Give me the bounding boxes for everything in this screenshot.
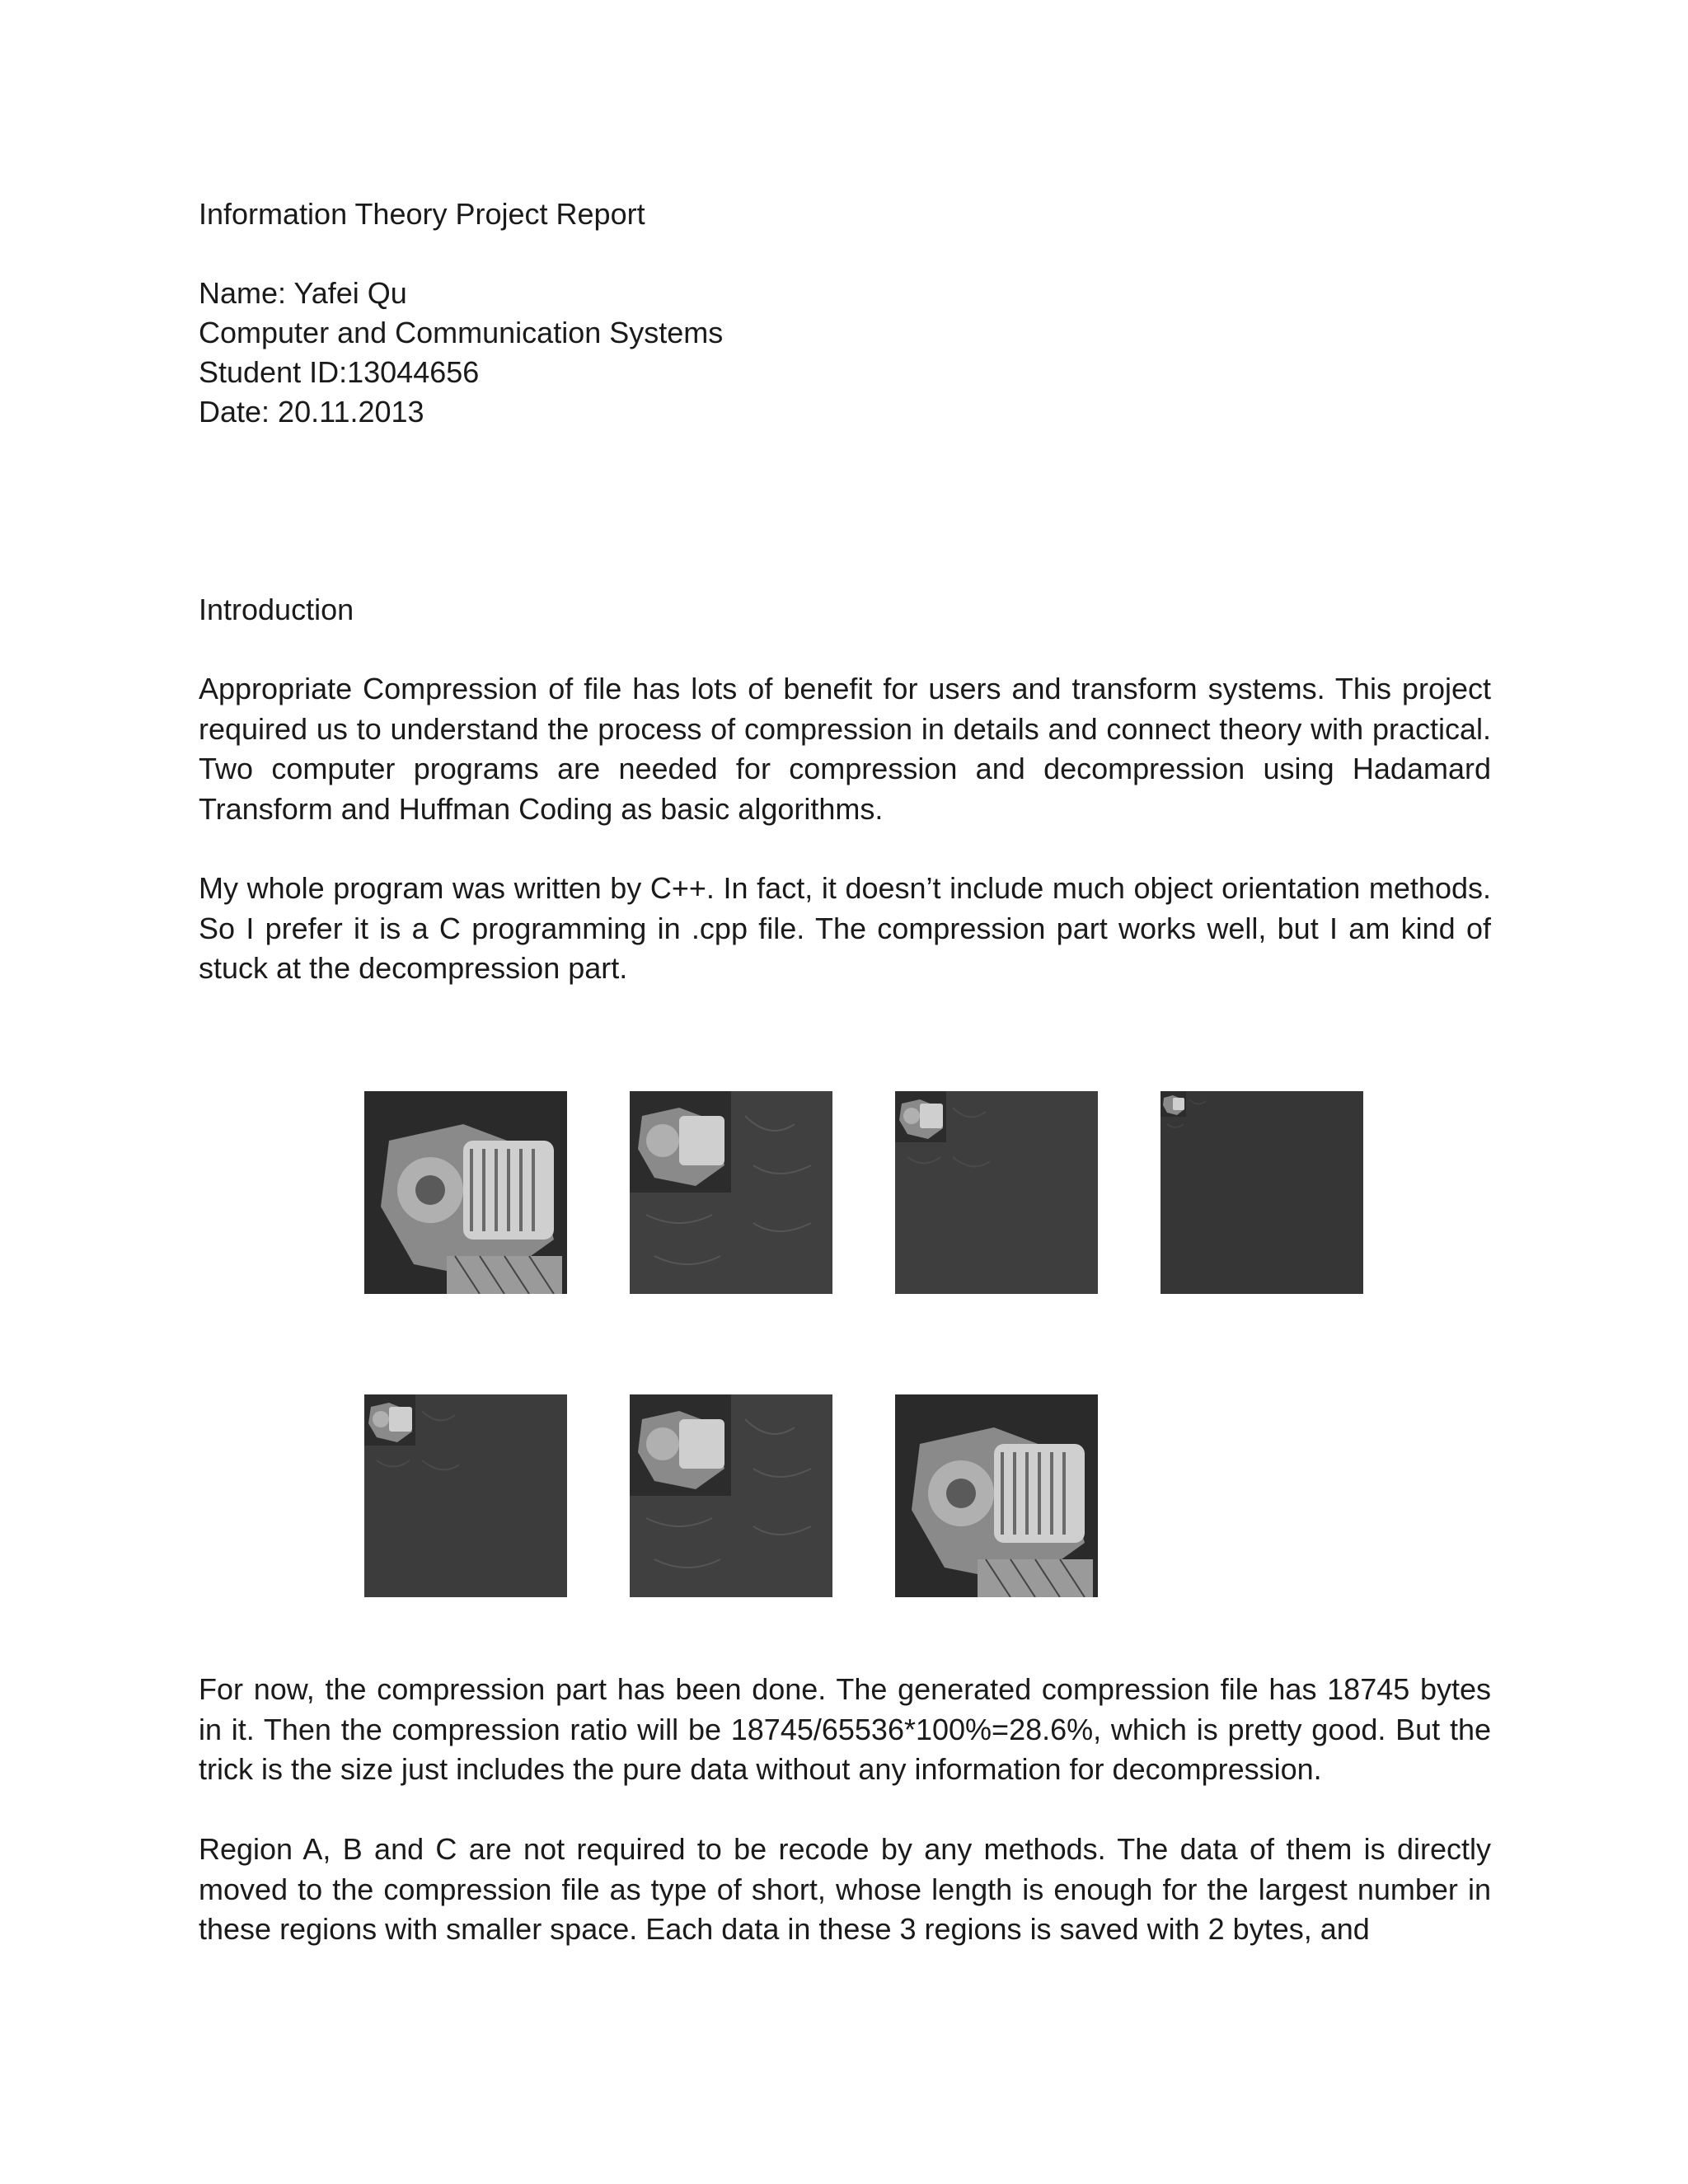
original-image	[364, 1091, 567, 1294]
hadamard-level-3	[1160, 1091, 1363, 1294]
intro-paragraph-2: My whole program was written by C++. In fact, it doesn’t include much object orientation methods. So I prefer it is a C programming in .cpp file. The compression part works well, but I am kind of stuck at the decompression part.	[199, 871, 1491, 985]
hadamard-level-1	[630, 1091, 832, 1294]
student-id: Student ID:13044656	[199, 355, 480, 389]
section-heading-introduction: Introduction	[199, 593, 354, 626]
report-title: Information Theory Project Report	[199, 197, 645, 231]
body-paragraph-4: Region A, B and C are not required to be recode by any methods. The data of them is directly moved to the compression file as type of short, whose length is enough for the largest number in these regions with smaller space. Each data in these 3 regions is saved with 2 bytes, and	[199, 1832, 1491, 1946]
inverse-level-1	[364, 1394, 567, 1597]
inverse-level-2	[630, 1394, 832, 1597]
report-date: Date: 20.11.2013	[199, 395, 424, 429]
author-name: Name: Yafei Qu	[199, 276, 407, 310]
intro-paragraph-1: Appropriate Compression of file has lots of benefit for users and transform systems. This project required us to understand the process of compression in details and connect theory with practical. Two computer programs are needed for compression and decompression using Hadamard Transform and Huffman Coding as basic algorithms.	[199, 672, 1491, 826]
hadamard-level-2	[895, 1091, 1098, 1294]
body-paragraph-3: For now, the compression part has been done. The generated compression file has 18745 bytes in it. Then the compression ratio will be 18745/65536*100%=28.6%, which is pretty good. But the trick is the size just includes the pure data without any information for decompression.	[199, 1672, 1491, 1786]
reconstructed-image	[895, 1394, 1098, 1597]
program-name: Computer and Communication Systems	[199, 316, 724, 349]
